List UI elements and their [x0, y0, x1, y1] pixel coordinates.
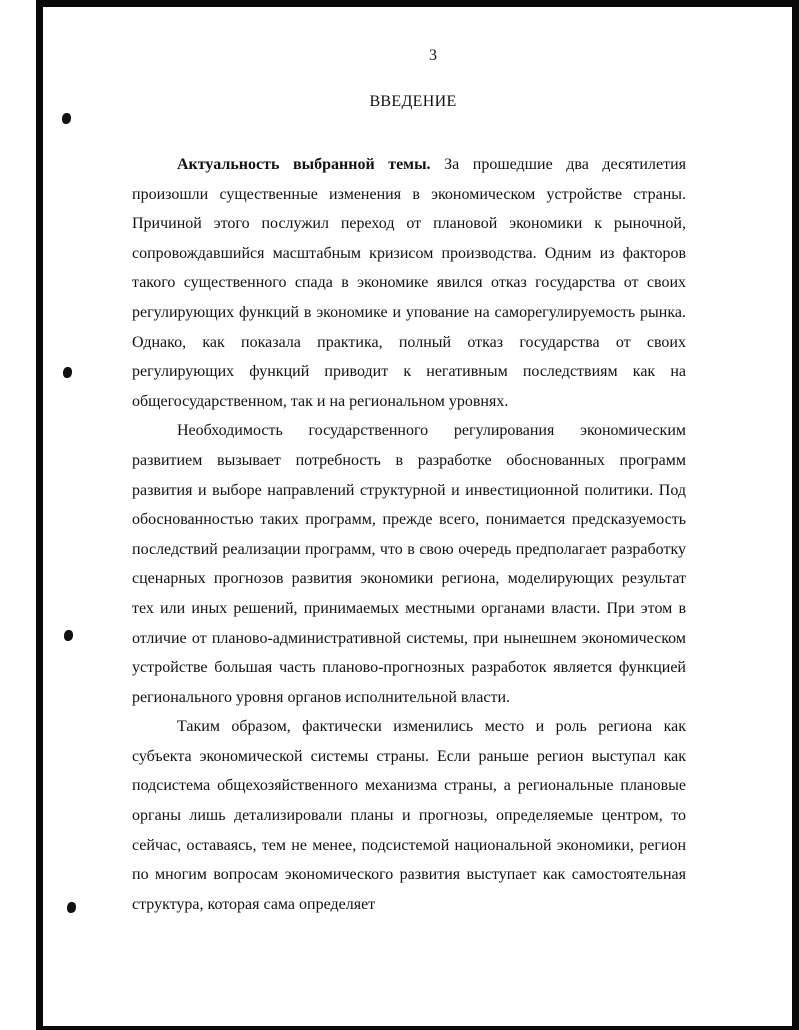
paragraph-text: Необходимость государственного регулирования экономическим развитием вызывает потребность в разработке обоснованных программ развития и выборе направлений структурной и инвестиционной политики. Под обоснованностью таких программ, прежде всего, понимается предсказуемость последствий реализации программ, что в свою очередь предполагает разработку сценарных прогнозов развития экономики региона, моделирующих результат тех или иных решений, принимаемых местными органами власти. При этом в отличие от планово-административной системы, при нынешнем экономическом устройстве большая часть планово-прогнозных разработок является функцией регионального уровня органов исполнительной власти. — [132, 422, 686, 706]
punch-hole-mark — [64, 630, 73, 641]
punch-hole-mark — [63, 367, 72, 378]
punch-hole-mark — [67, 902, 76, 913]
scan-edge-left — [36, 0, 43, 1030]
scan-edge-bottom — [36, 1026, 799, 1030]
paragraph-text: За прошедшие два десятилетия произошли существенные изменения в экономическом устройстве страны. Причиной этого послужил переход от плановой экономики к рыночной, сопровождавшийся масштабным кризисом производства. Одним из факторов такого существенного спада в экономике явился отказ государства от своих регулирующих функций в экономике и упование на саморегулируемость рынка. Однако, как показала практика, полный отказ государства от своих регулирующих функций приводит к негативным последствиям как на общегосударственном, так и на региональном уровнях. — [132, 156, 686, 410]
document-body — [132, 150, 686, 919]
paragraph-3 — [132, 712, 686, 919]
paragraph-1 — [132, 150, 686, 416]
paragraph-text: Таким образом, фактически изменились место и роль региона как субъекта экономической системы страны. Если раньше регион выступал как подсистема общехозяйственного механизма страны, а региональные плановые органы лишь детализировали планы и прогнозы, определяемые центром, то сейчас, оставаясь, тем не менее, подсистемой национальной экономики, регион по многим вопросам экономического развития выступает как самостоятельная структура, которая сама определяет — [132, 718, 686, 913]
page-heading: ВВЕДЕНИЕ — [369, 93, 457, 110]
scan-edge-right — [792, 0, 799, 1030]
scan-edge-top — [36, 0, 799, 7]
page-number: 3 — [429, 47, 437, 64]
paragraph-2 — [132, 416, 686, 712]
punch-hole-mark — [62, 113, 71, 124]
paragraph-lead: Актуальность выбранной темы. — [177, 156, 431, 173]
